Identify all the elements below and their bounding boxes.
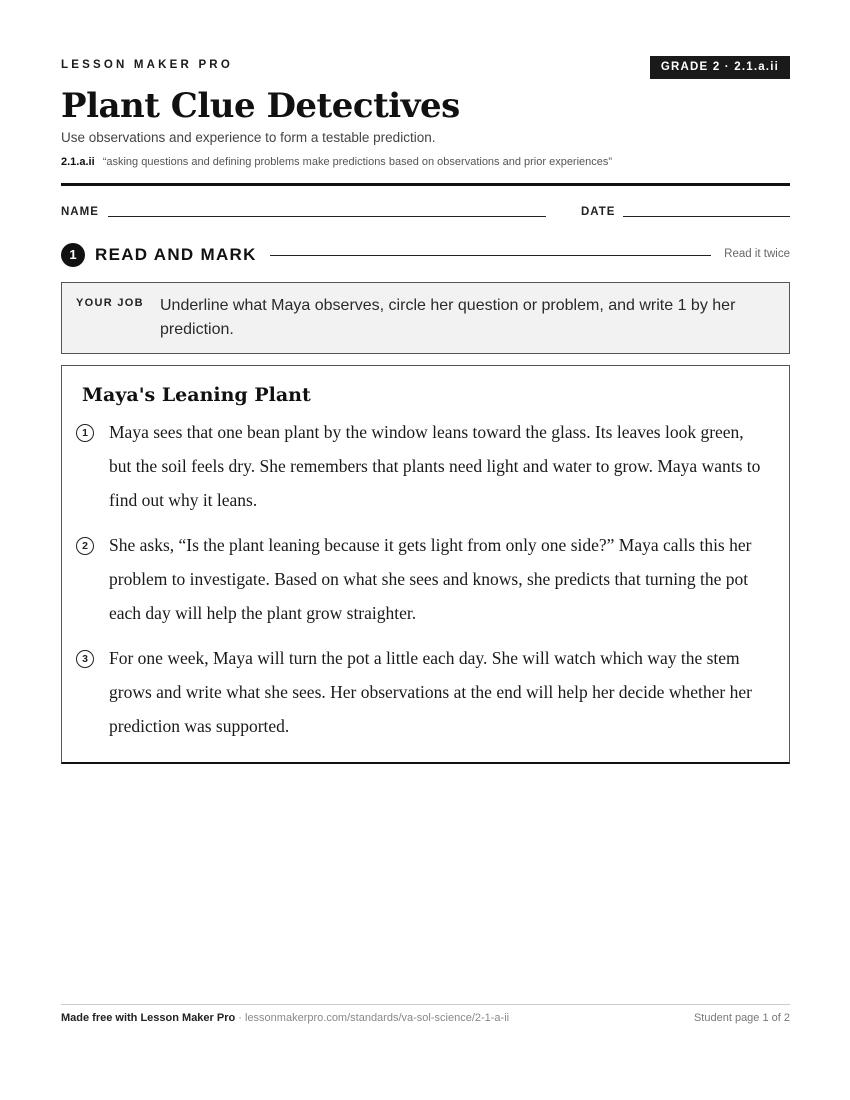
paragraph-number-badge: 3 xyxy=(76,650,94,668)
name-label: NAME xyxy=(61,206,99,218)
section-header-read-and-mark xyxy=(61,243,790,267)
footer-url[interactable]: · lessonmakerpro.com/standards/va-sol-science/2-1-a-ii xyxy=(238,1012,510,1024)
page-title: Plant Clue Detectives xyxy=(61,86,460,126)
footer-page-number: Student page 1 of 2 xyxy=(693,1012,790,1024)
page-subtitle: Use observations and experience to form a testable prediction. xyxy=(61,130,436,145)
standard-code: 2.1.a.ii xyxy=(61,156,95,168)
brand-name: LESSON MAKER PRO xyxy=(61,59,233,71)
date-field[interactable] xyxy=(623,216,790,217)
worksheet-page xyxy=(61,0,790,1100)
footer-divider xyxy=(61,1004,790,1005)
section-note: Read it twice xyxy=(724,248,790,260)
name-field[interactable] xyxy=(108,216,546,217)
paragraph-number-badge: 1 xyxy=(76,424,94,442)
paragraph-text: Maya sees that one bean plant by the window leans toward the glass. Its leaves look green, but the soil feels dry. She remembers that plants need light and water to grow. Maya wants to find out why it leans. xyxy=(109,422,761,510)
your-job-box xyxy=(61,282,790,354)
story-title: Maya's Leaning Plant xyxy=(82,384,311,406)
footer-made-with: Made free with Lesson Maker Pro xyxy=(61,1012,236,1024)
section-divider xyxy=(270,255,711,256)
top-bar xyxy=(61,56,790,80)
paragraph-text: She asks, “Is the plant leaning because it gets light from only one side?” Maya calls this her problem to investigate. Based on what she sees and knows, she predicts that turning the pot each day will help the plant grow straighter. xyxy=(109,535,752,623)
paragraph-number-badge: 2 xyxy=(76,537,94,555)
paragraph-text: For one week, Maya will turn the pot a little each day. She will watch which way the stem grows and write what she sees. Her observations at the end will help her decide whether her prediction was supported. xyxy=(109,648,752,736)
grade-badge: GRADE 2 · 2.1.a.ii xyxy=(650,56,790,79)
name-date-row xyxy=(61,204,790,220)
story-passage-box xyxy=(61,365,790,764)
section-number-badge: 1 xyxy=(61,243,85,267)
date-label: DATE xyxy=(581,206,616,218)
standard-text: “asking questions and defining problems make predictions based on observations and prior experiences” xyxy=(102,156,613,168)
section-title: READ AND MARK xyxy=(95,245,257,264)
job-instructions: Underline what Maya observes, circle her question or problem, and write 1 by her prediction. xyxy=(160,297,736,338)
footer-credit xyxy=(61,1012,509,1024)
standard-line xyxy=(61,156,612,168)
header-divider xyxy=(61,183,790,186)
job-label: YOUR JOB xyxy=(76,297,144,309)
